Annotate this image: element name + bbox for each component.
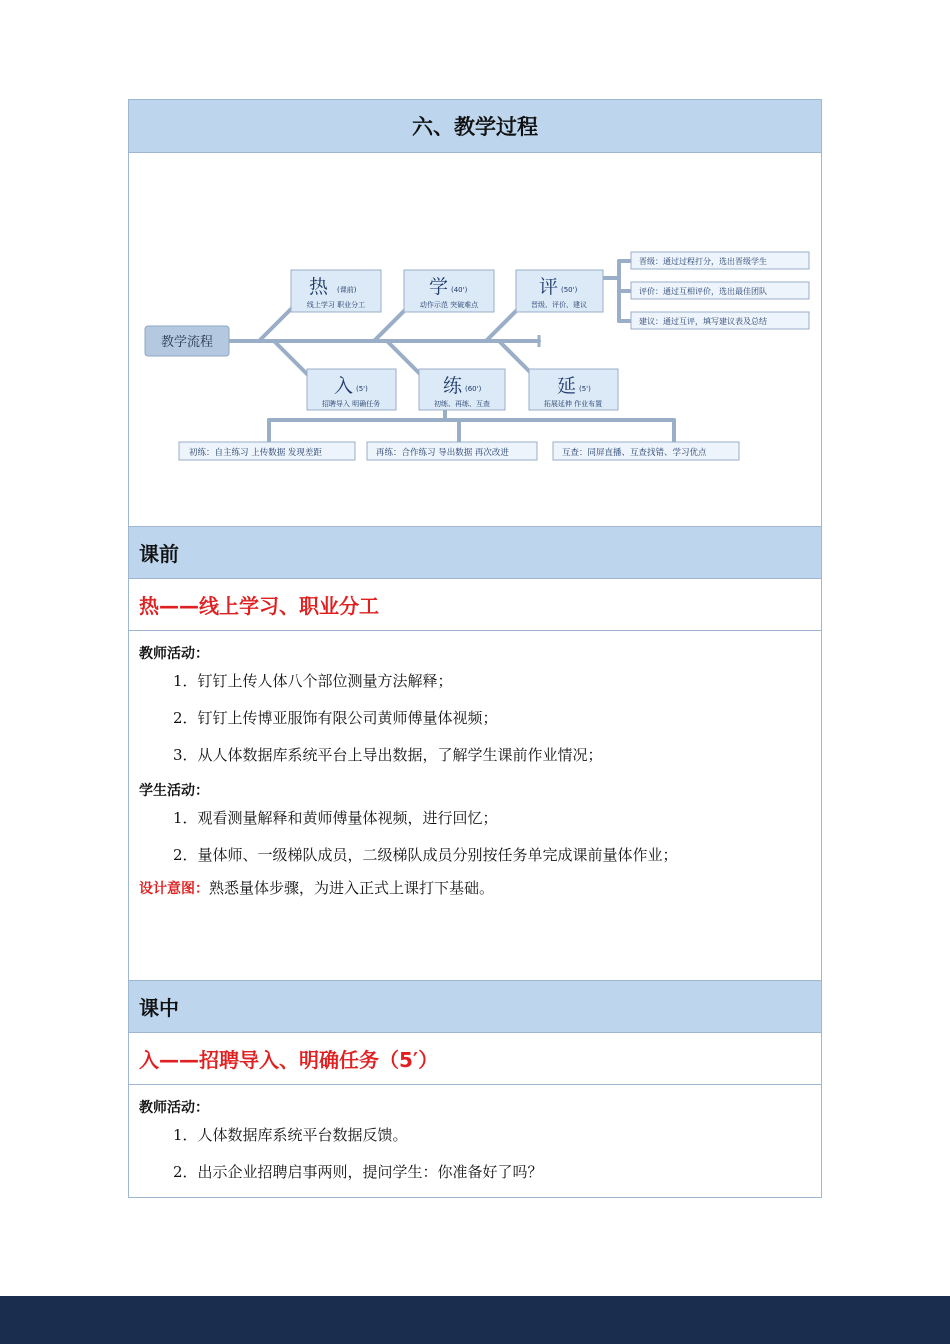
node-ru (307, 369, 396, 410)
node-yan-sub: 拓展延伸 作业布置 (543, 400, 603, 408)
section-title: 六、教学过程 (129, 100, 821, 153)
node-ping-sub: 晋级、评价、建议 (531, 301, 587, 309)
practice-branch-3: 互查：同屏直播、互查找错、学习优点 (562, 448, 707, 458)
node-lian (419, 369, 505, 410)
node-re-big: 热 (309, 276, 329, 298)
node-xue-sub: 动作示范 突破难点 (419, 301, 479, 309)
node-re-small: (课前) (337, 286, 357, 294)
node-yan (529, 369, 618, 410)
node-yan-big: 延 (557, 375, 577, 397)
in-class-band: 课中 (129, 981, 821, 1033)
node-ru-small: (5') (356, 385, 368, 393)
node-xue-small: (40') (451, 286, 468, 294)
in-class-title: 入——招聘导入、明确任务（5′） (129, 1033, 821, 1085)
teacher-item-3: 3．从人体数据库系统平台上导出数据，了解学生课前作业情况； (173, 746, 603, 764)
eval-branch-1: 晋级：通过过程打分，选出晋级学生 (639, 257, 767, 266)
node-re (291, 270, 381, 312)
teacher-item-1: 1．钉钉上传人体八个部位测量方法解释； (173, 672, 453, 690)
node-re-sub: 线上学习 职业分工 (306, 301, 366, 309)
node-lian-small: (60') (465, 385, 482, 393)
student-activity-label: 学生活动： (139, 783, 209, 799)
pre-class-title: 热——线上学习、职业分工 (129, 579, 821, 631)
design-intent-label: 设计意图： (139, 881, 209, 897)
eval-branch-2: 评价：通过互相评价，选出最佳团队 (639, 287, 767, 296)
teacher-activity-label: 教师活动： (139, 646, 209, 662)
fishbone-svg (129, 153, 821, 527)
teacher-item-2: 2．钉钉上传博亚服饰有限公司黄师傅量体视频； (173, 709, 498, 727)
in-class-teacher-label: 教师活动： (139, 1100, 209, 1116)
eval-branch-3: 建议：通过互评，填写建议表及总结 (639, 317, 767, 326)
design-intent-text: 熟悉量体步骤，为进入正式上课打下基础。 (209, 879, 495, 897)
node-xue (404, 270, 494, 312)
footer-bar (0, 1296, 950, 1344)
fishbone-diagram (129, 153, 821, 527)
node-ru-big: 入 (334, 375, 354, 397)
node-ping-small: (50') (561, 286, 578, 294)
node-lian-big: 练 (443, 375, 463, 397)
node-yan-small: (5') (579, 385, 591, 393)
pre-class-content (129, 631, 821, 981)
in-class-content (129, 1085, 821, 1197)
pre-class-band: 课前 (129, 527, 821, 579)
node-xue-big: 学 (429, 276, 449, 298)
teaching-process-table (128, 99, 822, 1198)
node-ping (516, 270, 603, 312)
in-class-teacher-item-2: 2．出示企业招聘启事两则，提问学生：你准备好了吗？ (173, 1163, 543, 1181)
node-ru-sub: 招聘导入 明确任务 (321, 400, 381, 408)
in-class-teacher-item-1: 1．人体数据库系统平台数据反馈。 (173, 1126, 408, 1144)
practice-branch-1: 初练：自主练习 上传数据 发现差距 (189, 448, 322, 458)
practice-branches (179, 442, 739, 460)
practice-branch-2: 再练：合作练习 导出数据 再次改进 (376, 448, 509, 458)
root-label: 教学流程 (160, 335, 214, 350)
node-ping-big: 评 (539, 276, 559, 298)
student-item-1: 1．观看测量解释和黄师傅量体视频，进行回忆； (173, 809, 498, 827)
node-lian-sub: 初练、再练、互查 (434, 400, 490, 408)
design-intent (139, 876, 811, 901)
student-item-2: 2．量体师、一级梯队成员，二级梯队成员分别按任务单完成课前量体作业； (173, 846, 678, 864)
eval-branches (631, 252, 809, 329)
